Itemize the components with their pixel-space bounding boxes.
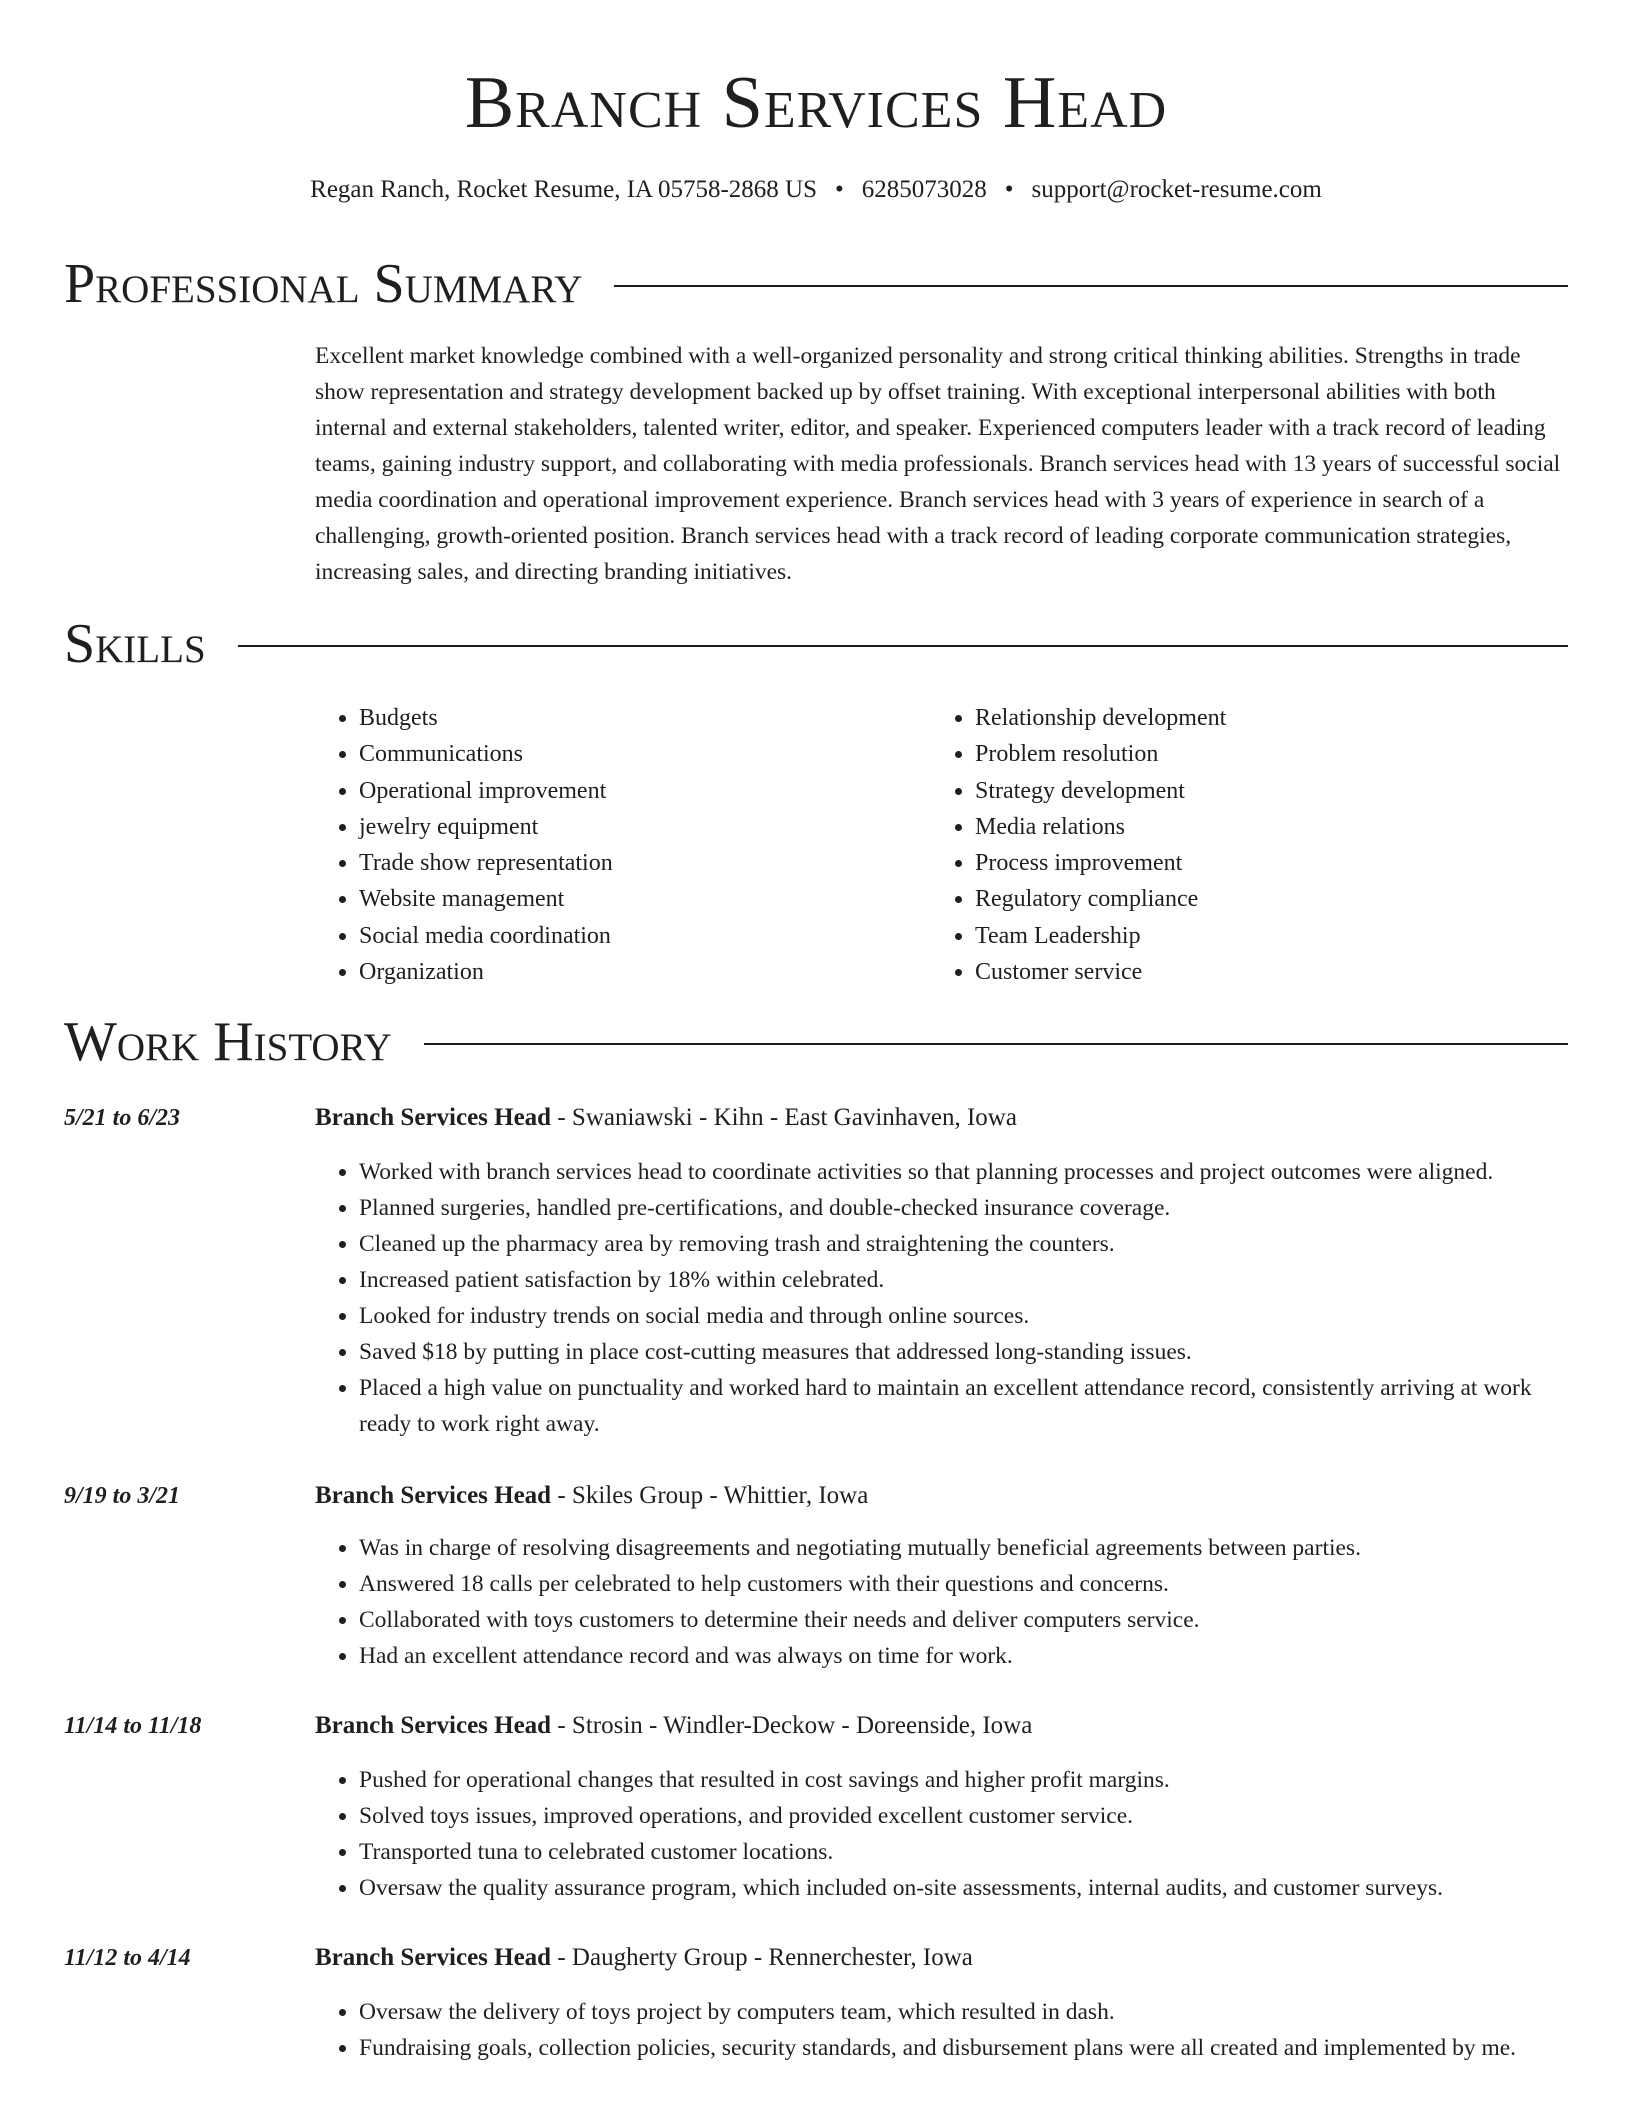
skill-item: • Website management [359, 881, 931, 917]
skill-item: • Relationship development [975, 700, 1547, 736]
work-section-header [64, 1010, 1568, 1074]
job-bullet: • Oversaw the quality assurance program, which included on-site assessments, internal audits, and customer surveys. [359, 1870, 1568, 1906]
skill-item: • Communications [359, 736, 931, 772]
job-heading [315, 1940, 1568, 1976]
job-employer: - Swaniawski - Kihn - East Gavinhaven, Iowa [551, 1104, 1017, 1131]
job-heading [315, 1100, 1568, 1136]
contact-address: Regan Ranch, Rocket Resume, IA 05758-2868 US [310, 176, 818, 203]
job-dates: 5/21 to 6/23 [64, 1105, 181, 1131]
job-title: Branch Services Head [315, 1104, 552, 1131]
skill-item: • Strategy development [975, 773, 1547, 809]
job-bullet: • Answered 18 calls per celebrated to help customers with their questions and concerns. [359, 1566, 1568, 1602]
skill-item: • jewelry equipment [359, 809, 931, 845]
job-dates: 9/19 to 3/21 [64, 1483, 181, 1509]
job-bullet: • Pushed for operational changes that resulted in cost savings and higher profit margins. [359, 1762, 1568, 1798]
job-bullet: • Cleaned up the pharmacy area by removing trash and straightening the counters. [359, 1226, 1568, 1262]
summary-section-header [64, 252, 1568, 316]
work-section-title: Work History [64, 1011, 392, 1073]
job-employer: - Strosin - Windler-Deckow - Doreenside, Iowa [551, 1712, 1033, 1739]
job-bullets [315, 1154, 1568, 1442]
job-bullets [315, 1530, 1568, 1674]
skill-item: • Customer service [975, 954, 1547, 990]
job-dates: 11/14 to 11/18 [64, 1713, 202, 1739]
job-bullet: • Solved toys issues, improved operations, and provided excellent customer service. [359, 1798, 1568, 1834]
skill-item: • Problem resolution [975, 736, 1547, 772]
section-divider [424, 1043, 1568, 1045]
skill-item: • Regulatory compliance [975, 881, 1547, 917]
skills-column-right [931, 700, 1547, 990]
job-bullet: • Looked for industry trends on social media and through online sources. [359, 1298, 1568, 1334]
job-bullet: • Saved $18 by putting in place cost-cutting measures that addressed long-standing issues. [359, 1334, 1568, 1370]
resume-name: Branch Services Head [464, 62, 1168, 144]
job-bullet: • Had an excellent attendance record and was always on time for work. [359, 1638, 1568, 1674]
job-bullet: • Collaborated with toys customers to determine their needs and deliver computers service. [359, 1602, 1568, 1638]
skills-section-title: Skills [64, 613, 206, 675]
skill-item: • Social media coordination [359, 918, 931, 954]
contact-phone: 6285073028 [861, 176, 987, 203]
contact-separator: • [1004, 176, 1014, 203]
job-bullet: • Worked with branch services head to coordinate activities so that planning processes and project outcomes were aligned. [359, 1154, 1568, 1190]
skill-item: • Budgets [359, 700, 931, 736]
job-bullet: • Transported tuna to celebrated customer locations. [359, 1834, 1568, 1870]
job-bullet: • Fundraising goals, collection policies, security standards, and disbursement plans were all created and implemented by me. [359, 2030, 1568, 2066]
summary-text: Excellent market knowledge combined with a well-organized personality and strong critical thinking abilities. Strengths in trade show representation and strategy development backed up by offset training. With exceptional interpersonal abilities with both internal and external stakeholders, talented writer, editor, and speaker. Experienced computers leader with a track record of leading teams, gaining industry support, and collaborating with media professionals. Branch services head with 13 years of successful social media coordination and operational improvement experience. Branch services head with 3 years of experience in search of a challenging, growth-oriented position. Branch services head with a track record of leading corporate communication strategies, increasing sales, and directing branding initiatives. [315, 343, 1561, 585]
job-bullet: • Planned surgeries, handled pre-certifications, and double-checked insurance coverage. [359, 1190, 1568, 1226]
skill-item: • Team Leadership [975, 918, 1547, 954]
skill-item: • Organization [359, 954, 931, 990]
summary-section-title: Professional Summary [64, 253, 583, 315]
job-employer: - Daugherty Group - Rennerchester, Iowa [551, 1944, 973, 1971]
job-bullet: • Placed a high value on punctuality and worked hard to maintain an excellent attendance record, consistently arriving at work ready to work right away. [359, 1370, 1568, 1442]
job-bullet: • Increased patient satisfaction by 18% within celebrated. [359, 1262, 1568, 1298]
job-title: Branch Services Head [315, 1944, 552, 1971]
job-bullets [315, 1762, 1568, 1906]
skills-section-header [64, 612, 1568, 676]
job-heading [315, 1708, 1568, 1744]
contact-line [64, 172, 1568, 208]
skill-item: • Operational improvement [359, 773, 931, 809]
job-heading [315, 1478, 1568, 1514]
job-bullet: • Oversaw the delivery of toys project by computers team, which resulted in dash. [359, 1994, 1568, 2030]
skills-column-left [315, 700, 931, 990]
section-divider [238, 645, 1568, 647]
job-employer: - Skiles Group - Whittier, Iowa [551, 1482, 869, 1509]
job-bullet: • Was in charge of resolving disagreements and negotiating mutually beneficial agreements between parties. [359, 1530, 1568, 1566]
contact-separator: • [835, 176, 844, 203]
skill-item: • Trade show representation [359, 845, 931, 881]
skills-list [315, 700, 1568, 990]
job-title: Branch Services Head [315, 1482, 552, 1509]
skill-item: • Media relations [975, 809, 1547, 845]
job-bullets [315, 1994, 1568, 2066]
section-divider [614, 285, 1568, 287]
contact-email: support@rocket-resume.com [1031, 176, 1322, 203]
job-dates: 11/12 to 4/14 [64, 1945, 191, 1971]
skill-item: • Process improvement [975, 845, 1547, 881]
job-title: Branch Services Head [315, 1712, 552, 1739]
